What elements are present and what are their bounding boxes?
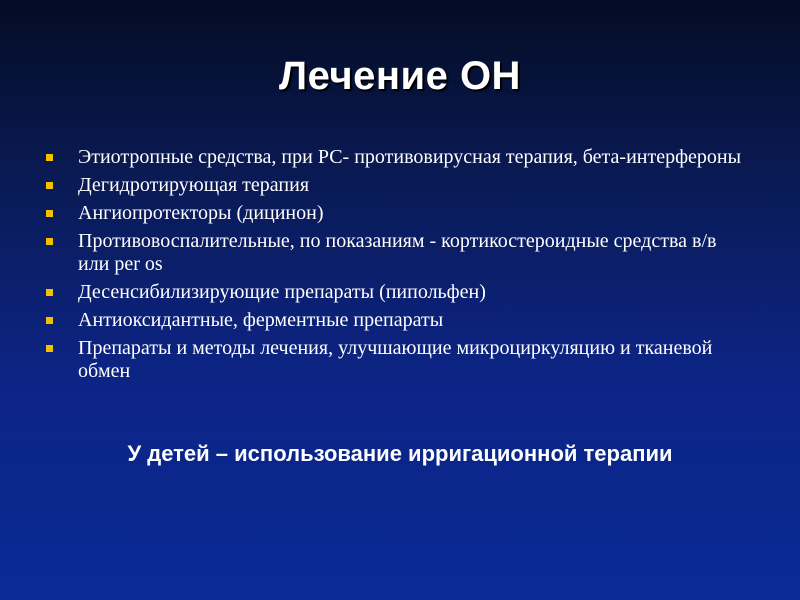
- bullet-item: [46, 146, 746, 169]
- bullet-text: Дегидротирующая терапия: [78, 174, 310, 196]
- bullet-item: [46, 281, 746, 304]
- bullet-item: [46, 174, 746, 197]
- square-bullet-icon: [46, 210, 53, 217]
- bullet-list: [46, 146, 746, 388]
- square-bullet-icon: [46, 154, 53, 161]
- square-bullet-icon: [46, 345, 53, 352]
- bullet-item: [46, 230, 746, 276]
- slide-title: Лечение ОН: [279, 54, 521, 98]
- bullet-text: Антиоксидантные, ферментные препараты: [78, 309, 444, 331]
- square-bullet-icon: [46, 317, 53, 324]
- bullet-text: Ангиопротекторы (дицинон): [78, 202, 324, 224]
- bullet-item: [46, 309, 746, 332]
- bullet-text: Десенсибилизирующие препараты (пипольфен): [78, 281, 486, 303]
- bullet-text: Этиотропные средства, при РС- противовирусная терапия, бета-интерфероны: [78, 146, 742, 168]
- bullet-text: Препараты и методы лечения, улучшающие микроциркуляцию и тканевой обмен: [78, 337, 713, 382]
- bullet-text: Противовоспалительные, по показаниям - кортикостероидные средства в/в или per os: [78, 230, 717, 275]
- bullet-item: [46, 337, 746, 383]
- bullet-item: [46, 202, 746, 225]
- square-bullet-icon: [46, 289, 53, 296]
- children-therapy-note: У детей – использование ирригационной терапии: [127, 441, 673, 466]
- square-bullet-icon: [46, 182, 53, 189]
- square-bullet-icon: [46, 238, 53, 245]
